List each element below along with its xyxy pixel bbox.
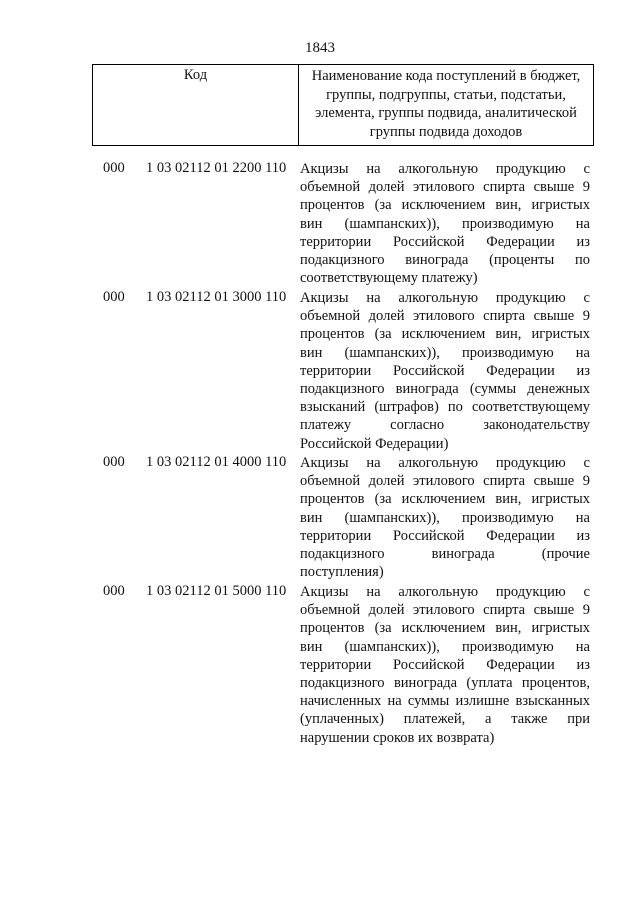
code-description xyxy=(300,454,590,581)
description-line: Акцизы на алкогольную продукцию с xyxy=(300,290,590,306)
description-line: Российской Федерации) xyxy=(300,435,449,452)
description-line: вин (шампанских)), производимую на xyxy=(300,638,590,655)
page-number: 1843 xyxy=(305,40,335,56)
code-description xyxy=(300,160,590,287)
description-line: начисленных на суммы излишне взысканных xyxy=(300,693,590,710)
column-header-name: Наименование кода поступлений в бюджет, группы, подгруппы, статьи, подстатьи, элемента, группы подвида, аналитической группы подвида доходов xyxy=(299,65,594,146)
description-line: объемной долей этилового спирта свыше 9 xyxy=(300,179,590,196)
budget-code: 1 03 02112 01 2200 110 xyxy=(146,160,287,176)
admin-code: 000 xyxy=(103,583,125,599)
description-line: подакцизного винограда (прочие xyxy=(300,545,590,562)
description-line: подакцизного винограда (суммы денежных xyxy=(300,380,590,397)
description-line: нарушении сроков их возврата) xyxy=(300,729,495,746)
description-line: платежу согласно законодательству xyxy=(300,417,590,434)
description-line: вин (шампанских)), производимую на xyxy=(300,344,590,361)
description-line: территории Российской Федерации из xyxy=(300,362,590,379)
code-description xyxy=(300,583,590,747)
description-line: территории Российской Федерации из xyxy=(300,656,590,673)
description-line: Акцизы на алкогольную продукцию с xyxy=(300,584,590,600)
column-header-code: Код xyxy=(93,65,299,146)
description-line: (уплаченных) платежей, а также при xyxy=(300,711,590,728)
description-line: территории Российской Федерации из xyxy=(300,527,590,544)
description-line: Акцизы на алкогольную продукцию с xyxy=(300,161,590,177)
description-line: территории Российской Федерации из xyxy=(300,233,590,250)
description-line: процентов (за исключением вин, игристых xyxy=(300,491,590,508)
code-description xyxy=(300,289,590,453)
budget-code: 1 03 02112 01 3000 110 xyxy=(146,289,287,305)
description-line: процентов (за исключением вин, игристых xyxy=(300,326,590,343)
description-line: соответствующему платежу) xyxy=(300,270,478,287)
description-line: Акцизы на алкогольную продукцию с xyxy=(300,455,590,471)
admin-code: 000 xyxy=(103,454,125,470)
description-line: подакцизного винограда (уплата процентов, xyxy=(300,674,590,691)
description-line: взысканий (штрафов) по соответствующему xyxy=(300,399,590,416)
description-line: процентов (за исключением вин, игристых xyxy=(300,197,590,214)
admin-code: 000 xyxy=(103,289,125,305)
budget-code: 1 03 02112 01 5000 110 xyxy=(146,583,287,599)
budget-code: 1 03 02112 01 4000 110 xyxy=(146,454,287,470)
admin-code: 000 xyxy=(103,160,125,176)
description-line: поступления) xyxy=(300,564,384,581)
description-line: процентов (за исключением вин, игристых xyxy=(300,620,590,637)
description-line: объемной долей этилового спирта свыше 9 xyxy=(300,308,590,325)
table-header xyxy=(92,64,594,146)
description-line: объемной долей этилового спирта свыше 9 xyxy=(300,473,590,490)
description-line: вин (шампанских)), производимую на xyxy=(300,215,590,232)
description-line: объемной долей этилового спирта свыше 9 xyxy=(300,602,590,619)
description-line: вин (шампанских)), производимую на xyxy=(300,509,590,526)
description-line: подакцизного винограда (проценты по xyxy=(300,251,590,268)
